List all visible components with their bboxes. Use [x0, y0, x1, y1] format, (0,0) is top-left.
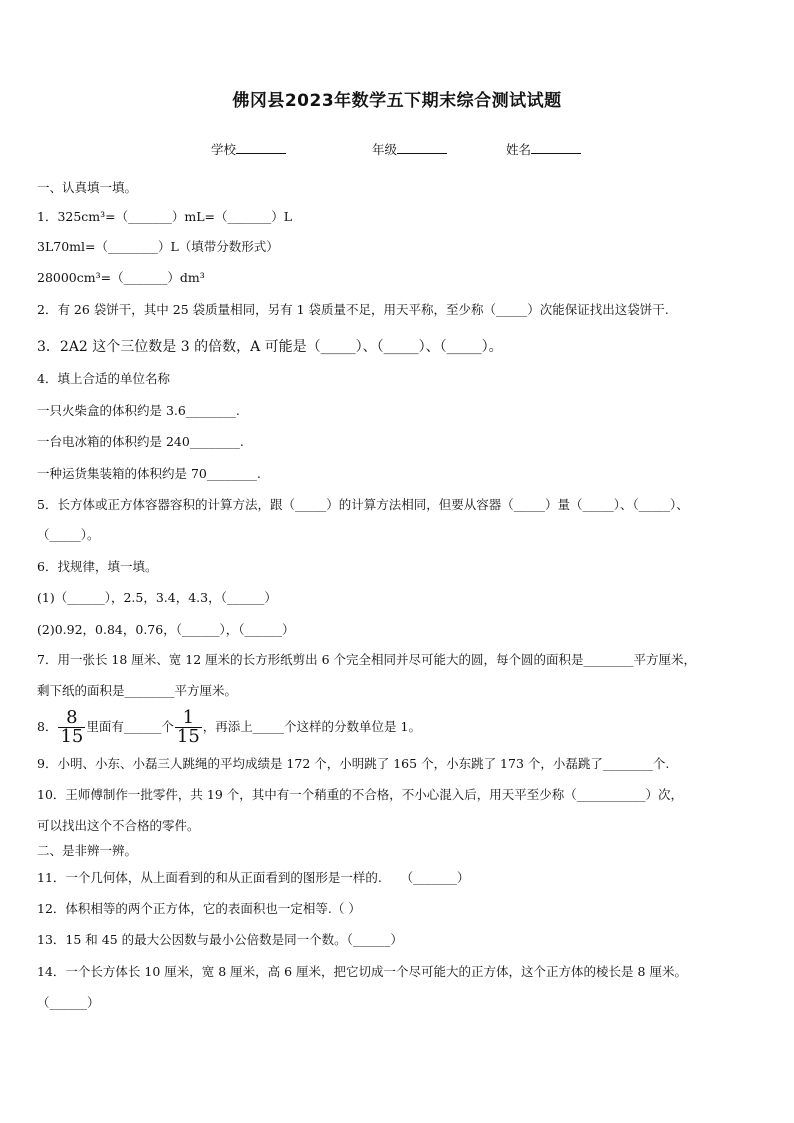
question-7a: 7．用一张长 18 厘米、宽 12 厘米的长方形纸剪出 6 个完全相同并尽可能大的圆，每个圆的面积是________平方厘米，	[37, 652, 697, 667]
fraction-numerator: 8	[66, 707, 78, 728]
question-6: 6．找规律，填一填。	[37, 559, 158, 574]
question-4: 4．填上合适的单位名称	[37, 371, 170, 386]
question-6b: (2)0.92，0.84，0.76，（______），（______）	[37, 622, 295, 637]
question-12: 12．体积相等的两个正方体，它的表面积也一定相等.（ ）	[37, 901, 361, 916]
question-9: 9．小明、小东、小磊三人跳绳的平均成绩是 172 个，小明跳了 165 个，小东跳了 173 个，小磊跳了________个.	[37, 756, 670, 771]
question-13: 13．15 和 45 的最大公因数与最小公倍数是同一个数。（______）	[37, 932, 403, 947]
q8-suffix: ，再添上_____个这样的分数单位是 1。	[202, 719, 421, 734]
name-field	[506, 140, 581, 158]
question-10b: 可以找出这个不合格的零件。	[37, 818, 200, 833]
q8-prefix: 8．	[37, 719, 58, 734]
question-2: 2．有 26 袋饼干，其中 25 袋质量相同，另有 1 袋质量不足，用天平称，至少称（_____）次能保证找出这袋饼干.	[37, 302, 669, 317]
question-14b: （______）	[37, 995, 100, 1010]
grade-label: 年级	[372, 142, 398, 157]
question-7b: 剩下纸的面积是________平方厘米。	[37, 683, 238, 698]
question-4a: 一只火柴盒的体积约是 3.6________.	[37, 403, 240, 418]
section-1-heading: 一、认真填一填。	[37, 180, 138, 195]
school-field	[211, 140, 286, 158]
question-1b: 3L70ml=（________）L（填带分数形式）	[37, 239, 279, 254]
question-14a: 14．一个长方体长 10 厘米，宽 8 厘米，高 6 厘米，把它切成一个尽可能大的正方体，这个正方体的棱长是 8 厘米。	[37, 964, 687, 979]
question-5b: （_____）。	[37, 527, 100, 542]
question-11: 11．一个几何体，从上面看到的和从正面看到的图形是一样的. （_______）	[37, 870, 470, 885]
fraction-denominator: 15	[176, 726, 200, 747]
question-4c: 一种运货集装箱的体积约是 70________.	[37, 466, 261, 481]
grade-blank	[397, 141, 447, 154]
fraction-1-15	[175, 709, 202, 746]
page-title: 佛冈县2023年数学五下期末综合测试试题	[232, 91, 562, 111]
question-6a: (1)（______），2.5，3.4，4.3，（______）	[37, 590, 277, 605]
name-blank	[531, 141, 581, 154]
question-8	[37, 707, 764, 747]
school-label: 学校	[211, 142, 237, 157]
question-3: 3．2A2 这个三位数是 3 的倍数，A 可能是（_____）、（_____）、（_____）。	[37, 339, 503, 355]
question-5a: 5．长方体或正方体容器容积的计算方法，跟（_____）的计算方法相同，但要从容器（_____）量（_____）、（_____）、	[37, 497, 689, 512]
question-1a: 1．325cm³=（_______）mL=（_______）L	[37, 209, 293, 224]
section-2-heading: 二、是非辨一辨。	[37, 843, 138, 858]
fraction-8-15	[58, 709, 85, 746]
grade-field	[372, 140, 447, 158]
fraction-denominator: 15	[60, 726, 84, 747]
school-blank	[236, 141, 286, 154]
name-label: 姓名	[506, 142, 532, 157]
fraction-numerator: 1	[182, 707, 195, 728]
question-4b: 一台电冰箱的体积约是 240________.	[37, 434, 244, 449]
question-1c: 28000cm³=（_______）dm³	[37, 270, 205, 285]
q8-middle: 里面有______个	[86, 719, 174, 734]
question-10a: 10．王师傅制作一批零件，共 19 个，其中有一个稍重的不合格，不小心混入后，用天平至少称（___________）次，	[37, 787, 684, 802]
